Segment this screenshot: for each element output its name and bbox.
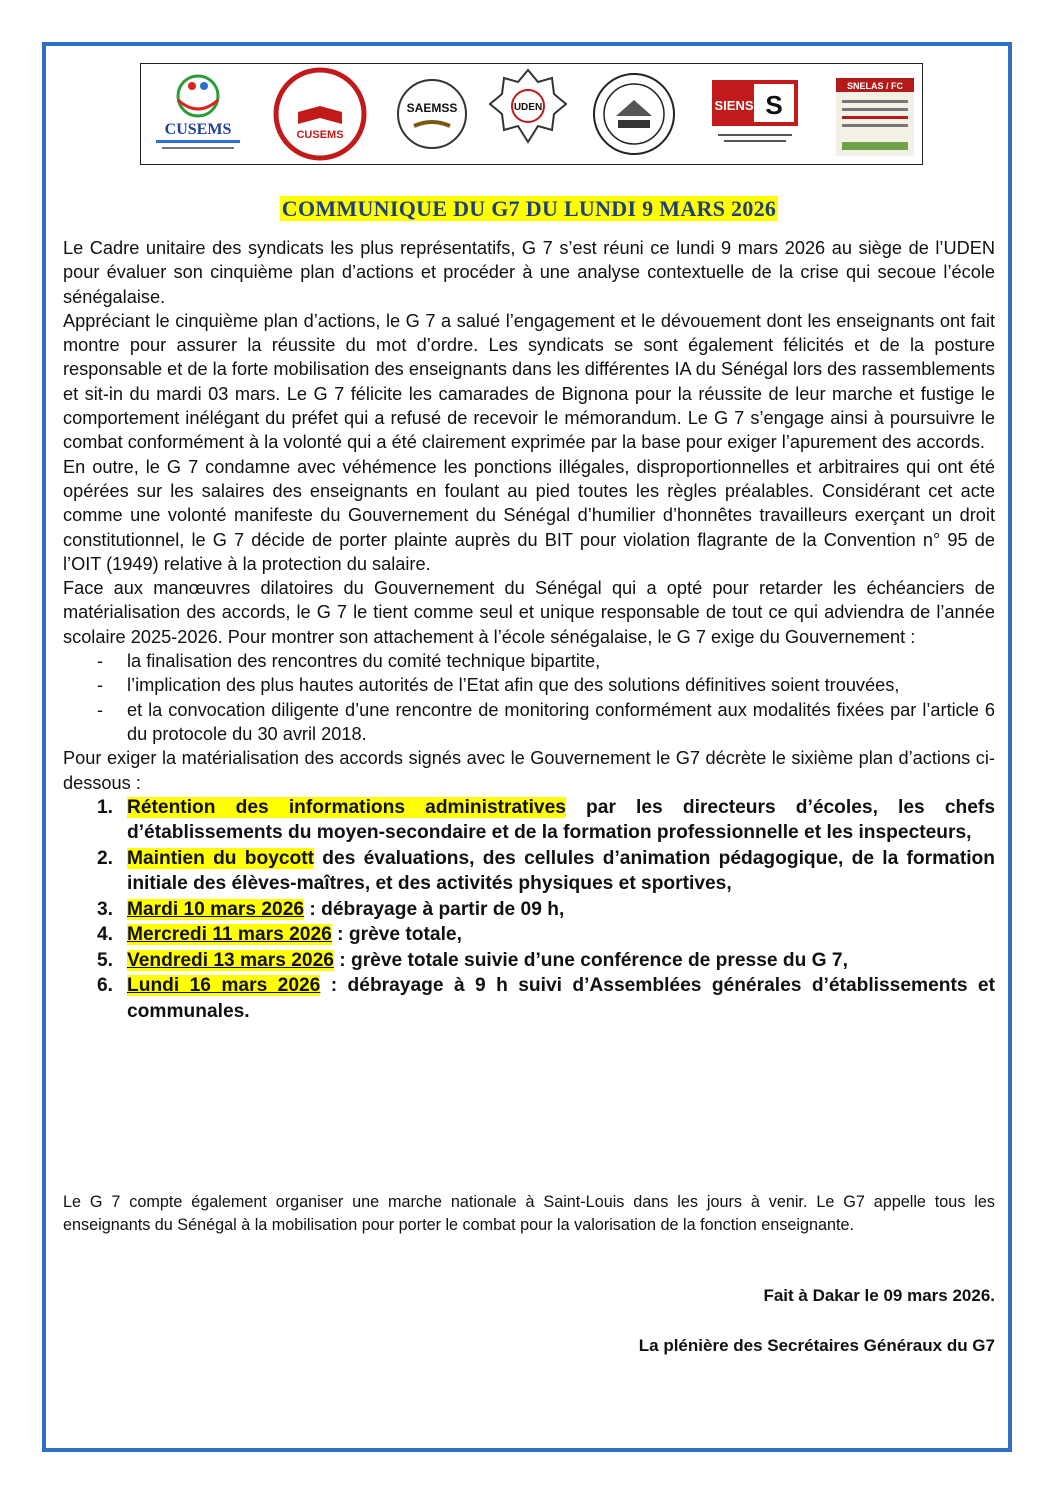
cusems-authentique-logo: [272, 66, 368, 162]
siens-logo-text: SIENS: [714, 98, 754, 113]
plan-highlight: Rétention des informations administratives: [127, 796, 566, 818]
paragraph-1: Le Cadre unitaire des syndicats les plus représentatifs, G 7 s’est réuni ce lundi 9 mars 2026 au siège de l’UDEN pour évaluer son cinquième plan d’actions et procéder à une analyse contextuelle de la crise qui secoue l’école sénégalaise.: [63, 238, 995, 307]
demands-list: [63, 649, 995, 746]
action-plan-list: [63, 795, 995, 1025]
sels-logo: [590, 70, 678, 158]
plan-number: 5.: [97, 949, 114, 971]
cusems-logo-text: CUSEMS: [164, 121, 232, 138]
plan-detail: : débrayage à 9 h suivi d’Assemblées générales d’établissements et communales.: [127, 975, 995, 1022]
snelas-fc-logo: [834, 76, 916, 158]
demand-item: - la finalisation des rencontres du comité technique bipartite,: [63, 649, 995, 673]
plan-detail: par les directeurs d’écoles, les chefs d’établissements du moyen-secondaire et de la formation professionnelle et les inspecteurs,: [127, 796, 995, 844]
plan-highlight: Mardi 10 mars 2026: [127, 898, 305, 920]
plan-detail: des évaluations, des cellules d’animation pédagogique, de la formation initiale des élèves-maîtres, et des activités physiques et sportives,: [127, 847, 995, 895]
plan-item: [63, 948, 995, 974]
plan-highlight: Vendredi 13 mars 2026: [127, 949, 334, 971]
svg-text:S: S: [765, 90, 783, 120]
demand-item: - l’implication des plus hautes autorités de l’Etat afin que des solutions définitives soient trouvées,: [63, 673, 995, 697]
plan-detail: : grève totale,: [331, 924, 462, 946]
demand-item: - et la convocation diligente d’une rencontre de monitoring conformément aux modalités fixées par l’article 6 du protocole du 30 avril 2018.: [63, 698, 995, 747]
plan-item: [63, 846, 995, 897]
plan-number: 4.: [97, 924, 114, 946]
plan-highlight: Lundi 16 mars 2026: [127, 975, 321, 997]
plan-number: 6.: [97, 975, 114, 997]
saemss-logo: [396, 70, 468, 158]
cusems-logo: [148, 68, 248, 160]
plan-item: [63, 897, 995, 923]
plan-detail: : grève totale suivie d’une conférence de presse du G 7,: [333, 949, 848, 971]
cusems-authentique-logo-text: CUSEMS: [296, 129, 344, 141]
saemss-logo-text: SAEMSS: [406, 101, 458, 115]
plan-number: 1.: [97, 796, 114, 818]
plan-number: 3.: [97, 898, 114, 920]
paragraph-4: Face aux manœuvres dilatoires du Gouvernement du Sénégal qui a opté pour retarder les échéanciers de matérialisation des accords, le G 7 le tient comme seul et unique responsable de tout ce qui adviendra de l’année scolaire 2025-2026. Pour montrer son attachement à l’école sénégalaise, le G 7 exige du Gouvernement :: [63, 578, 995, 647]
plan-highlight: Mercredi 11 mars 2026: [127, 924, 332, 946]
uden-logo-text: UDEN: [513, 102, 543, 113]
communique-title: [0, 196, 1058, 222]
plan-item: [63, 973, 995, 1024]
paragraph-3: En outre, le G 7 condamne avec véhémence les ponctions illégales, disproportionnelles et arbitraires qui ont été opérées sur les salaires des enseignants en foulant au pied toutes les règles préalables. Considérant cet acte comme une volonté manifeste du Gouvernement du Sénégal d’humilier d’honnêtes travailleurs exerçant un droit constitutionnel, le G 7 décide de porter plainte auprès du BIT pour violation flagrante de la Convention n° 95 de l’OIT (1949) relative à la protection du salaire.: [63, 456, 995, 574]
siens-logo: [708, 74, 802, 160]
plan-item: [63, 795, 995, 846]
snelas-fc-logo-text: SNELAS / FC: [846, 81, 904, 91]
plan-item: [63, 922, 995, 948]
communique-body: [63, 236, 995, 1024]
paragraph-5: Pour exiger la matérialisation des accords signés avec le Gouvernement le G7 décrète le sixième plan d’actions ci-dessous :: [63, 748, 995, 793]
plan-number: 2.: [97, 847, 114, 869]
title-text: COMMUNIQUE DU G7 DU LUNDI 9 MARS 2026: [281, 196, 777, 221]
uden-logo: [488, 66, 568, 146]
signatory: La plénière des Secrétaires Généraux du G7: [638, 1336, 995, 1355]
place-date: Fait à Dakar le 09 mars 2026.: [763, 1286, 995, 1305]
closing-paragraph: Le G 7 compte également organiser une marche nationale à Saint-Louis dans les jours à venir. Le G7 appelle tous les enseignants du Sénégal à la mobilisation pour porter le combat pour la valorisation de la fonction enseignante.: [63, 1193, 995, 1234]
plan-detail: : débrayage à partir de 09 h,: [304, 898, 565, 920]
paragraph-2: Appréciant le cinquième plan d’actions, le G 7 a salué l’engagement et le dévouement dont les enseignants ont fait montre pour assurer la réussite du mot d’ordre. Les syndicats se sont également félicités et de la posture responsable et de la forte mobilisation des enseignants dans les différentes IA du Sénégal lors des rassemblements et sit-in du mardi 03 mars. Le G 7 félicite les camarades de Bignona pour la réussite de leur marche et fustige le comportement inélégant du préfet qui a refusé de recevoir le mémorandum. Le G 7 s’engage ainsi à poursuivre le combat conformément à la volonté qui a été clairement exprimée par la base pour exiger l’apurement des accords.: [63, 310, 995, 453]
plan-highlight: Maintien du boycott: [127, 847, 315, 869]
